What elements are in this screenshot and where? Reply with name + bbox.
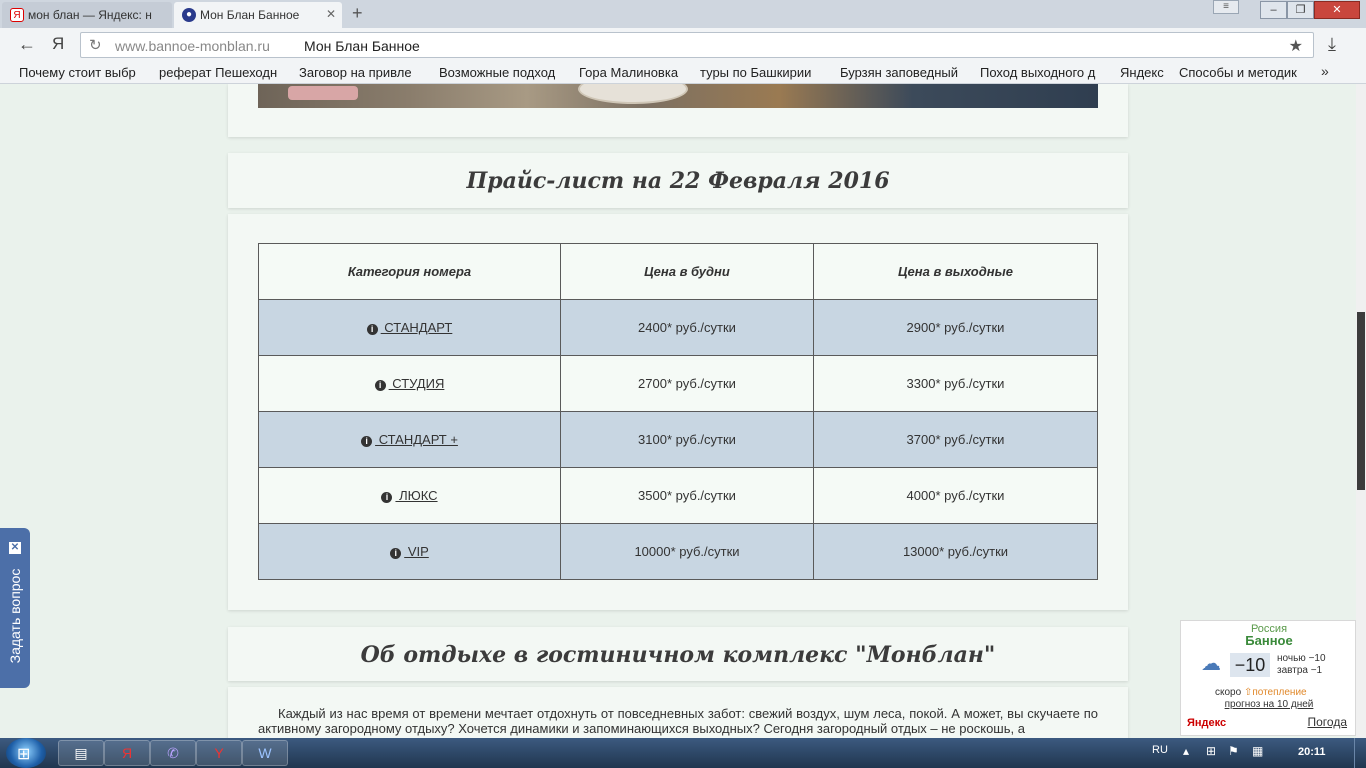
minimize-button[interactable]: – [1260,1,1287,19]
about-heading-card [228,627,1128,681]
category-link[interactable]: ЛЮКС [395,488,438,503]
weekend-price: 2900* руб./сутки [814,300,1098,356]
bookmark-item[interactable]: Яндекс [1120,65,1164,80]
photo-candy [288,86,358,100]
price-heading-card [228,153,1128,208]
ask-question-label: Задать вопрос [7,568,23,664]
folder-icon[interactable]: ▤ [58,740,104,766]
weekend-price: 3700* руб./сутки [814,412,1098,468]
weather-widget [1180,620,1356,736]
address-bar [0,28,1366,62]
clock[interactable]: 20:11 [1298,746,1326,758]
window-controls [1260,0,1360,18]
action-center-icon[interactable]: ⚑ [1228,744,1239,758]
bookmark-item[interactable]: Гора Малиновка [579,65,679,80]
weather-night: ночью −10 [1277,653,1326,664]
category-link[interactable]: СТАНДАРТ [380,320,453,335]
scrollbar-thumb[interactable] [1357,312,1365,490]
yandex-icon[interactable]: Я [104,740,150,766]
url-input[interactable] [80,32,1314,58]
photo-plate [578,84,688,104]
weather-temperature: −10 [1230,653,1270,677]
forecast-link[interactable]: прогноз на 10 дней [1224,699,1314,710]
close-window-button[interactable]: ✕ [1314,1,1360,19]
bookmark-star-icon[interactable]: ★ [1288,38,1303,55]
url-domain: www.bannoe-monblan.ru [115,38,270,54]
column-header: Категория номера [259,244,561,300]
table-header-row [259,244,1098,300]
weekday-price: 10000* руб./сутки [561,524,814,580]
table-row [259,412,1098,468]
category-link[interactable]: СТУДИЯ [388,376,445,391]
tab-monblan[interactable] [174,2,342,28]
category-cell [259,356,561,412]
category-cell [259,300,561,356]
ask-question-tab[interactable] [0,528,30,688]
downloads-icon[interactable]: ⤓ [1328,34,1336,54]
taskbar [0,738,1366,768]
tray-expand-icon[interactable]: ▴ [1183,744,1190,758]
weather-tomorrow: завтра −1 [1277,665,1323,676]
tab-yandex-search[interactable] [2,2,172,28]
table-row [259,468,1098,524]
weather-city: Банное [1245,633,1293,648]
column-header: Цена в выходные [814,244,1098,300]
weather-trend [1215,687,1307,698]
bookmark-item[interactable]: туры по Башкирии [700,65,812,80]
tab-label: мон блан — Яндекс: н [28,8,152,22]
language-indicator[interactable]: RU [1152,744,1168,756]
info-icon: i [361,436,372,447]
info-icon: i [390,548,401,559]
weekend-price: 3300* руб./сутки [814,356,1098,412]
weekend-price: 13000* руб./сутки [814,524,1098,580]
column-header: Цена в будни [561,244,814,300]
network-icon[interactable]: ▦ [1252,744,1264,758]
page-scrollbar[interactable] [1356,84,1366,738]
yandex-home-button[interactable]: Я [52,34,65,53]
bookmark-item[interactable]: Заговор на привле [299,65,412,80]
bookmark-item[interactable]: Бурзян заповедный [840,65,959,80]
category-cell [259,524,561,580]
price-table [258,243,1098,580]
url-page-title: Мон Блан Банное [304,38,420,54]
bookmarks-bar [0,62,1366,84]
weekday-price: 2400* руб./сутки [561,300,814,356]
close-icon[interactable]: ✕ [10,542,20,553]
yandex-icon: Я [10,8,24,22]
table-row [259,524,1098,580]
category-link[interactable]: VIP [404,544,429,559]
bookmark-item[interactable]: Способы и методик [1179,65,1297,80]
yandex-browser-icon[interactable]: Y [196,740,242,766]
windows-logo-icon: ⊞ [17,746,31,763]
weather-trend-value: ⇧потепление [1243,687,1307,698]
bookmark-item[interactable]: реферат Пешеходн [159,65,278,80]
category-cell [259,468,561,524]
site-icon: ● [182,8,196,22]
info-icon: i [367,324,378,335]
weekday-price: 2700* руб./сутки [561,356,814,412]
weekend-price: 4000* руб./сутки [814,468,1098,524]
maximize-button[interactable]: ❐ [1287,1,1314,19]
bookmarks-more-button[interactable]: » [1321,63,1329,79]
about-paragraph: Каждый из нас время от времени мечтает отдохнуть от повседневных забот: свежий воздух, шум леса, покой. А может, вы скучаете по активному загородному отдыху? Хочется динамики и запоминающихся выходных? Сегодня загородный отдых – не роскошь, а [258,706,1098,736]
table-row [259,300,1098,356]
word-icon[interactable]: W [242,740,288,766]
back-button[interactable]: ← [18,34,36,54]
page-content [0,84,1366,738]
hotel-photo [258,84,1098,108]
show-desktop-button[interactable] [1354,738,1366,768]
start-button[interactable] [6,738,46,768]
category-link[interactable]: СТАНДАРТ + [375,432,458,447]
about-heading: Об отдыхе в гостиничном комплекс "Монблан" [360,642,996,668]
category-cell [259,412,561,468]
windows-flag-icon[interactable]: ⊞ [1206,744,1217,758]
bookmark-item[interactable]: Возможные подход [439,65,556,80]
yandex-logo[interactable]: Яндекс [1187,717,1227,729]
info-icon: i [381,492,392,503]
weather-trend-prefix: скоро [1215,687,1244,698]
price-heading: Прайс-лист на 22 Февраля 2016 [466,168,890,194]
bookmark-item[interactable]: Почему стоит выбр [19,65,136,80]
weather-link[interactable]: Погода [1307,715,1347,729]
browser-menu-button[interactable]: ≡ [1213,0,1239,14]
weekday-price: 3100* руб./сутки [561,412,814,468]
bookmark-item[interactable]: Поход выходного д [980,65,1096,80]
weather-country: Россия [1250,623,1288,635]
cloud-icon: ☁ [1201,653,1221,675]
close-tab-icon[interactable]: ✕ [325,7,336,21]
viber-icon[interactable]: ✆ [150,740,196,766]
weekday-price: 3500* руб./сутки [561,468,814,524]
info-icon: i [375,380,386,391]
table-row [259,356,1098,412]
new-tab-button[interactable]: + [352,3,363,23]
refresh-icon[interactable]: ↻ [89,37,102,54]
tab-bar [0,0,1366,28]
tab-label: Мон Блан Банное [200,8,300,22]
